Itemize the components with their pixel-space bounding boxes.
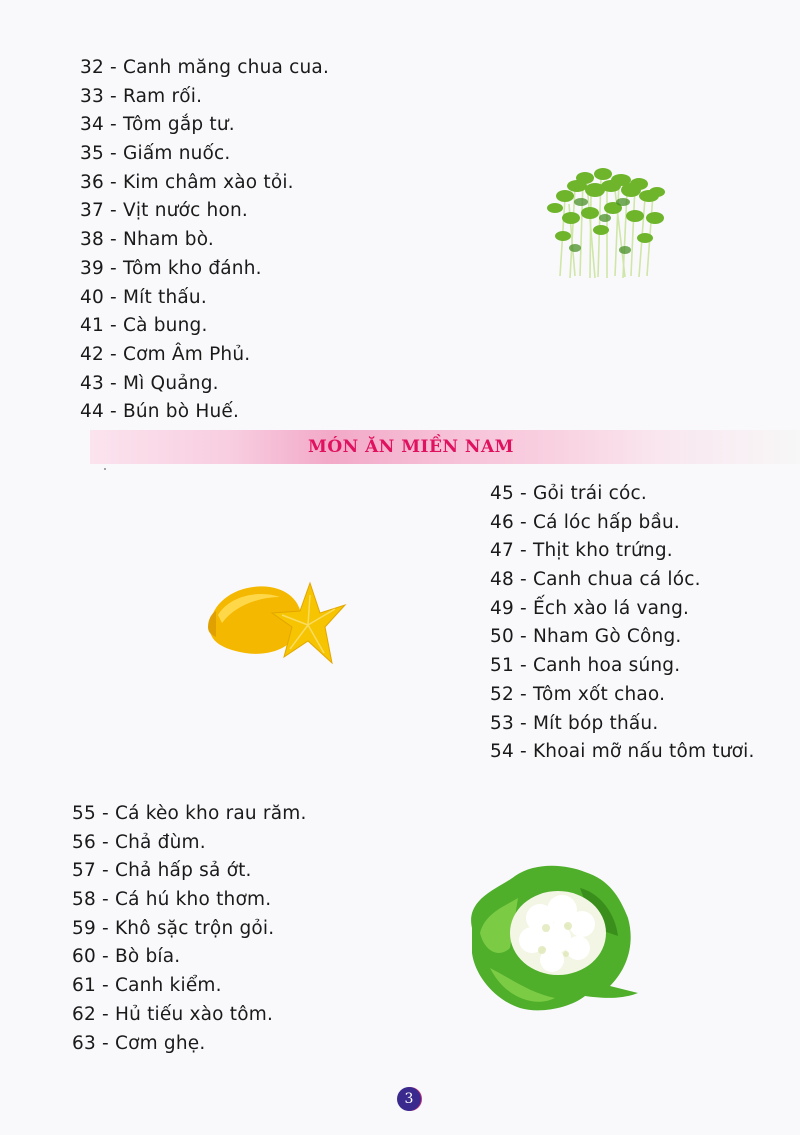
list-item: 48 - Canh chua cá lóc. (490, 569, 701, 591)
list-item: 56 - Chả đùm. (72, 831, 206, 853)
starfruit-illustration (200, 575, 350, 670)
list-item: 51 - Canh hoa súng. (490, 655, 681, 677)
list-item: 38 - Nham bò. (80, 229, 214, 251)
dish-list-south-a (490, 480, 755, 767)
list-item: 53 - Mít bóp thấu. (490, 712, 659, 734)
list-item: 42 - Cơm Âm Phủ. (80, 343, 251, 365)
list-item: 61 - Canh kiểm. (72, 975, 222, 997)
list-item: 34 - Tôm gắp tư. (80, 114, 235, 136)
list-item: 45 - Gỏi trái cóc. (490, 483, 648, 504)
list-item: 52 - Tôm xốt chao. (490, 683, 666, 705)
print-speck (104, 468, 106, 470)
list-item: 57 - Chả hấp sả ớt. (72, 860, 252, 882)
section-banner (90, 430, 800, 464)
list-item: 33 - Ram rối. (80, 85, 203, 107)
list-item: 62 - Hủ tiếu xào tôm. (72, 1003, 274, 1025)
list-item: 36 - Kim châm xào tỏi. (80, 171, 294, 193)
list-item: 58 - Cá hú kho thơm. (72, 889, 272, 911)
list-item: 43 - Mì Quảng. (80, 372, 219, 394)
list-item: 40 - Mít thấu. (80, 286, 207, 308)
list-item: 60 - Bò bía. (72, 946, 181, 968)
list-item: 39 - Tôm kho đánh. (80, 257, 262, 279)
list-item: 46 - Cá lóc hấp bầu. (490, 511, 680, 533)
list-item: 41 - Cà bung. (80, 315, 208, 337)
page-number-badge: 3 (397, 1087, 421, 1111)
list-item: 32 - Canh măng chua cua. (80, 57, 330, 78)
list-item: 35 - Giấm nuốc. (80, 143, 231, 165)
dish-list-central (80, 54, 329, 427)
list-item: 54 - Khoai mỡ nấu tôm tươi. (490, 741, 755, 763)
list-item: 49 - Ếch xào lá vang. (490, 597, 690, 619)
list-item: 47 - Thịt kho trứng. (490, 540, 673, 562)
dish-list-south-b (72, 800, 307, 1058)
cauliflower-illustration (460, 858, 645, 1018)
list-item: 44 - Bún bò Huế. (80, 401, 240, 423)
list-item: 63 - Cơm ghẹ. (72, 1032, 206, 1054)
section-title: MÓN ĂN MIỀN NAM (308, 437, 514, 457)
list-item: 55 - Cá kèo kho rau răm. (72, 803, 307, 824)
list-item: 59 - Khô sặc trộn gỏi. (72, 917, 275, 939)
pea-sprouts-illustration (535, 158, 680, 283)
list-item: 37 - Vịt nước hon. (80, 200, 248, 222)
list-item: 50 - Nham Gò Công. (490, 626, 682, 648)
